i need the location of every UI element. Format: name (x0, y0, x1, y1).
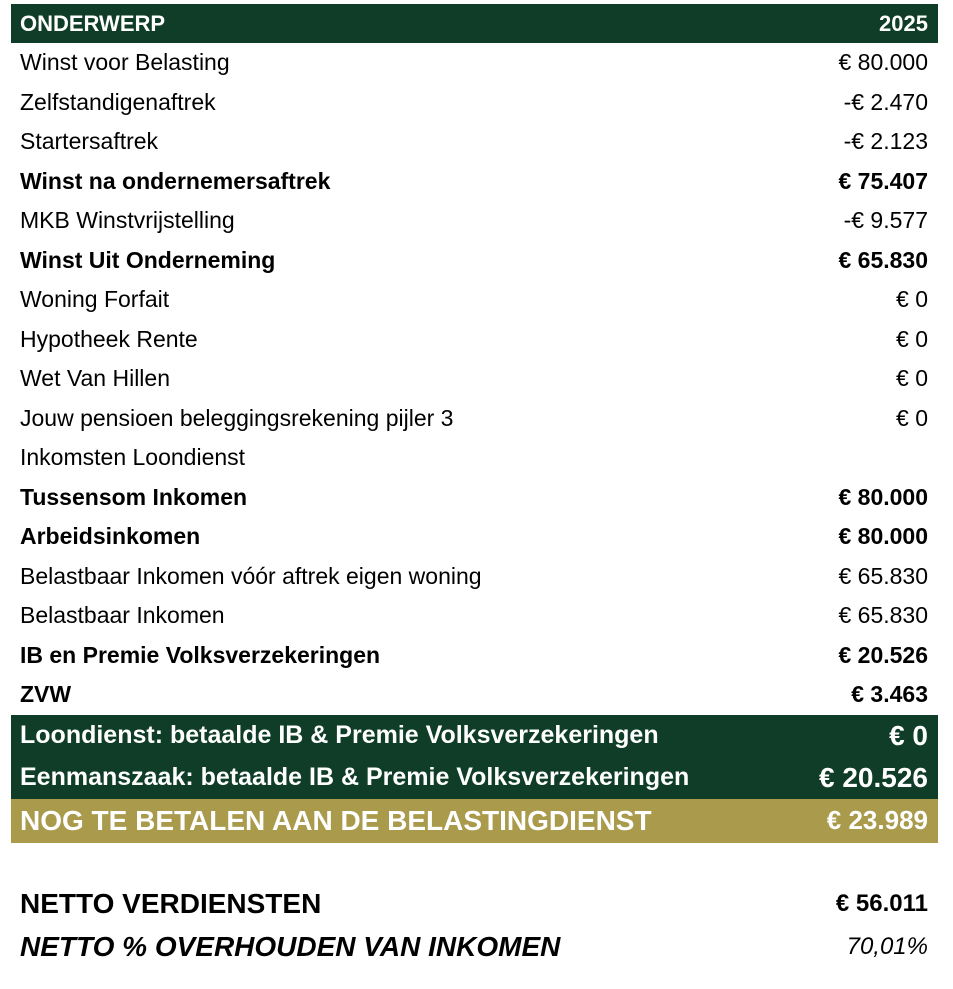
row-hypotheek-rente (11, 320, 938, 360)
row-zvw (11, 675, 938, 715)
amount-due-row (11, 799, 938, 843)
row-label: MKB Winstvrijstelling (20, 207, 235, 234)
row-value: € 65.830 (838, 562, 928, 589)
row-label: Wet Van Hillen (20, 365, 170, 392)
row-tussensom-inkomen (11, 478, 938, 518)
amount-due-label: NOG TE BETALEN AAN DE BELASTINGDIENST (20, 804, 652, 836)
row-winst-uit-onderneming (11, 241, 938, 281)
row-value: -€ 2.123 (843, 128, 928, 155)
row-winst-voor-belasting (11, 43, 938, 83)
header-year: 2025 (879, 10, 928, 36)
row-value: € 0 (896, 404, 928, 431)
row-label: IB en Premie Volksverzekeringen (20, 641, 381, 668)
row-belastbaar-inkomen-voor-aftrek (11, 557, 938, 597)
row-value: € 20.526 (838, 641, 928, 668)
row-value: € 0 (896, 325, 928, 352)
row-value: € 3.463 (851, 681, 928, 708)
row-label: Arbeidsinkomen (20, 523, 201, 550)
row-value: € 65.830 (838, 246, 928, 273)
row-zelfstandigenaftrek (11, 83, 938, 123)
row-label: Winst voor Belasting (20, 49, 230, 76)
row-label: Zelfstandigenaftrek (20, 88, 216, 115)
eenmanszaak-paid-row (11, 757, 938, 799)
row-label: Woning Forfait (20, 286, 170, 313)
loondienst-paid-label: Loondienst: betaalde IB & Premie Volksverzekeringen (20, 721, 659, 749)
header-subject: ONDERWERP (20, 10, 166, 36)
row-value: € 0 (896, 286, 928, 313)
row-value: € 80.000 (838, 49, 928, 76)
net-percent-label: NETTO % OVERHOUDEN VAN INKOMEN (20, 931, 561, 962)
row-label: Belastbaar Inkomen vóór aftrek eigen woning (20, 562, 482, 589)
row-label: Startersaftrek (20, 128, 159, 155)
net-percent-row (11, 926, 938, 968)
row-value: € 0 (896, 365, 928, 392)
row-arbeidsinkomen (11, 517, 938, 557)
row-startersaftrek (11, 122, 938, 162)
row-label: Winst Uit Onderneming (20, 246, 276, 273)
eenmanszaak-paid-value: € 20.526 (819, 761, 928, 793)
row-label: Tussensom Inkomen (20, 483, 248, 510)
row-mkb-winstvrijstelling (11, 201, 938, 241)
row-label: Belastbaar Inkomen (20, 602, 225, 629)
row-label: ZVW (20, 681, 72, 708)
net-percent-value: 70,01% (846, 933, 928, 960)
row-inkomsten-loondienst (11, 438, 938, 478)
row-label: Inkomsten Loondienst (20, 444, 246, 471)
row-ib-premie-volksverzekeringen (11, 636, 938, 676)
net-earnings-label: NETTO VERDIENSTEN (20, 888, 322, 919)
row-label: Jouw pensioen beleggingsrekening pijler 3 (20, 404, 454, 431)
eenmanszaak-paid-label: Eenmanszaak: betaalde IB & Premie Volksverzekeringen (20, 763, 690, 791)
net-earnings-row (11, 883, 938, 925)
row-value: -€ 9.577 (843, 207, 928, 234)
tax-summary-table (11, 4, 938, 843)
row-label: Winst na ondernemersaftrek (20, 167, 331, 194)
row-value: € 65.830 (838, 602, 928, 629)
net-earnings-value: € 56.011 (835, 890, 928, 917)
row-value: € 80.000 (838, 483, 928, 510)
row-value: € 80.000 (838, 523, 928, 550)
row-value: € 75.407 (838, 167, 928, 194)
row-woning-forfait (11, 280, 938, 320)
row-label: Hypotheek Rente (20, 325, 198, 352)
row-wet-van-hillen (11, 359, 938, 399)
row-winst-na-ondernemersaftrek (11, 162, 938, 202)
row-belastbaar-inkomen (11, 596, 938, 636)
table-header (11, 4, 938, 43)
row-pensioen-pijler-3 (11, 399, 938, 439)
loondienst-paid-value: € 0 (889, 719, 928, 751)
row-value: -€ 2.470 (843, 88, 928, 115)
loondienst-paid-row (11, 715, 938, 757)
amount-due-value: € 23.989 (826, 805, 928, 835)
